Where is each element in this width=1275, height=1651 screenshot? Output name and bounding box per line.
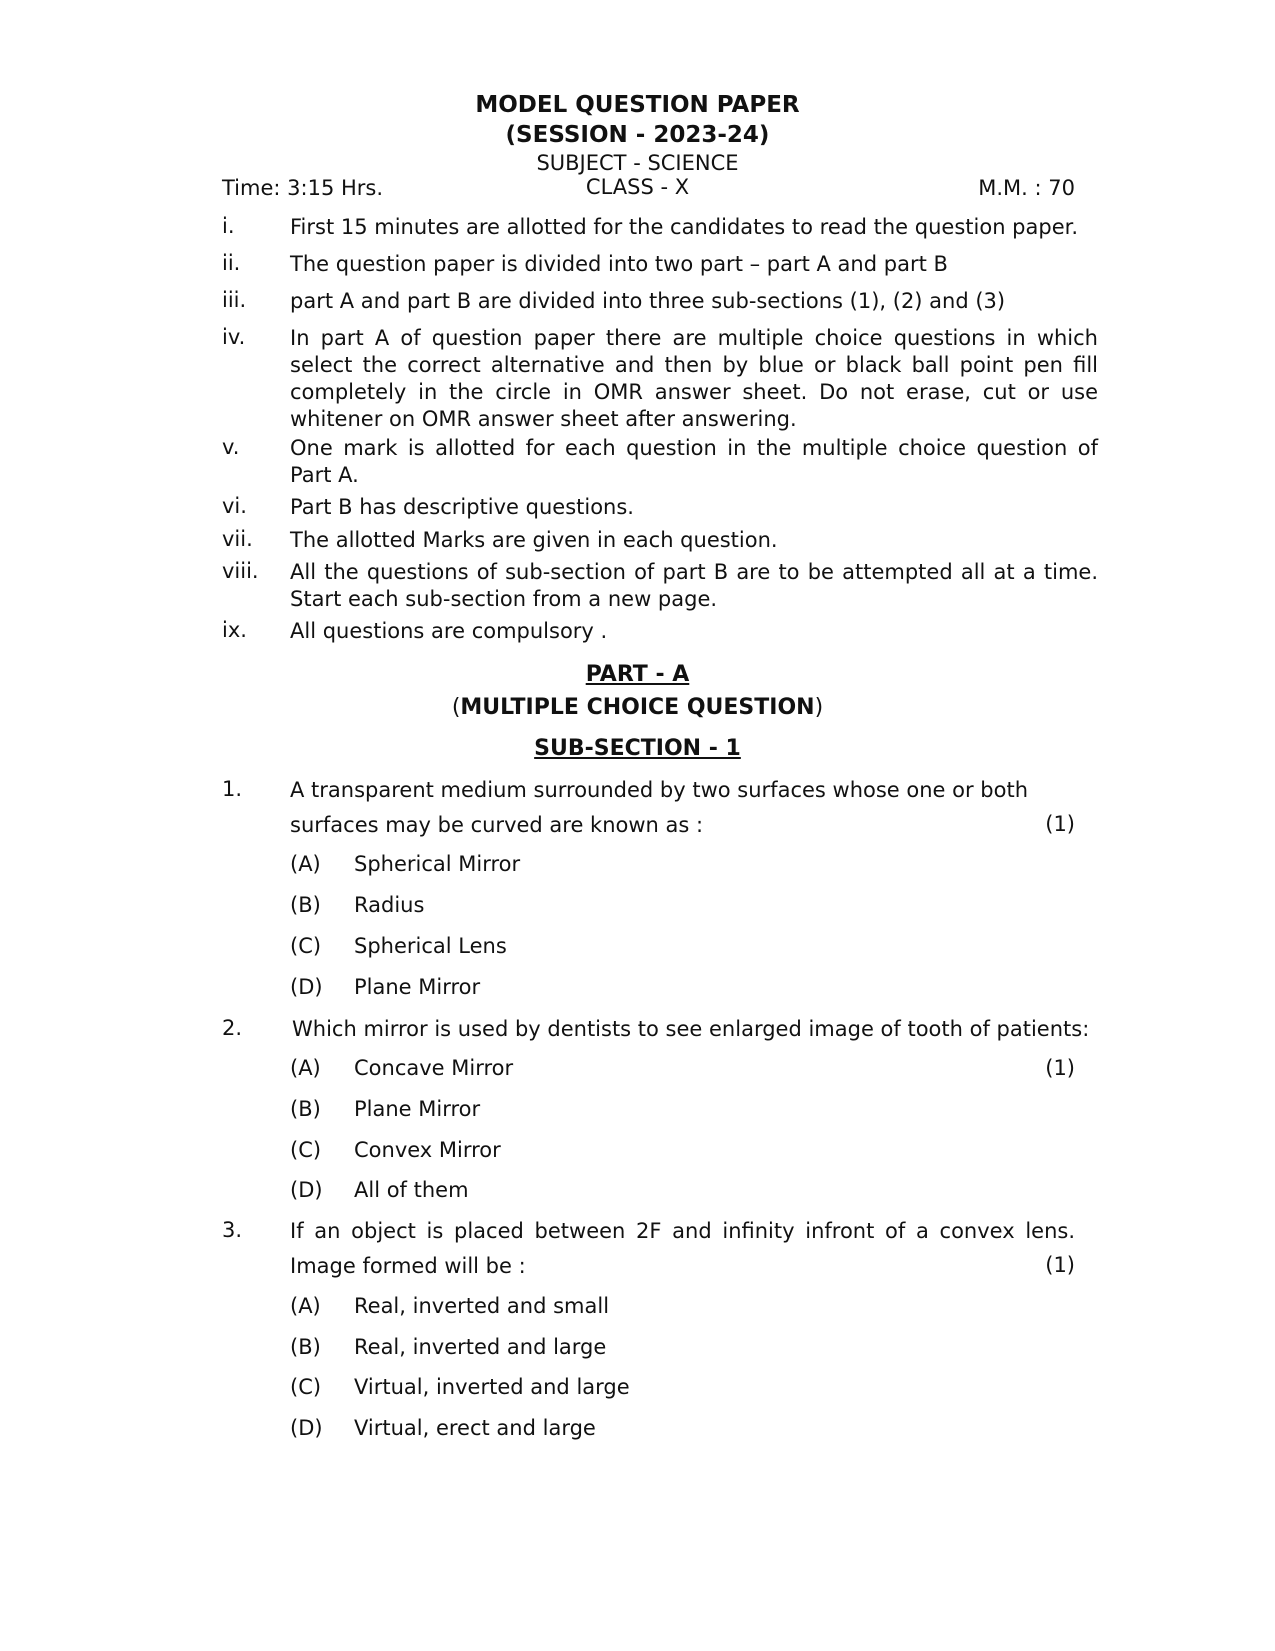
instruction-num: iii. — [222, 288, 247, 312]
instruction-num: vi. — [222, 494, 247, 518]
option-text: Concave Mirror — [354, 1056, 514, 1080]
option-label: (A) — [290, 852, 321, 876]
part-heading: PART - A — [585, 662, 690, 687]
option-label: (C) — [290, 1375, 322, 1399]
instruction-num: viii. — [222, 559, 259, 583]
instruction-num: vii. — [222, 527, 253, 551]
session-label: (SESSION - 2023-24) — [505, 122, 770, 148]
option-label: (C) — [290, 1138, 322, 1162]
option-text: Spherical Mirror — [354, 852, 521, 876]
question-text: A transparent medium surrounded by two surfaces whose one or both — [290, 778, 1029, 802]
instruction-text: In part A of question paper there are multiple choice questions in which select the correct alternative and then by blue or black ball point pen fill completely in the circle in OMR answer sheet. Do not erase, cut or use whitener on OMR answer sheet after answering. — [290, 326, 1098, 431]
option-text: Plane Mirror — [354, 1097, 481, 1121]
instruction-num: ix. — [222, 618, 247, 642]
question-number: 1. — [222, 777, 243, 801]
instruction-num: ii. — [222, 251, 241, 275]
option-text: Spherical Lens — [354, 934, 507, 958]
option-label: (C) — [290, 934, 322, 958]
option-label: (D) — [290, 975, 323, 999]
option-text: Radius — [354, 893, 425, 917]
instruction-text: One mark is allotted for each question in the multiple choice question of Part A. — [290, 436, 1098, 487]
option-label: (B) — [290, 1097, 321, 1121]
option-label: (B) — [290, 1335, 321, 1359]
option-label: (D) — [290, 1178, 323, 1202]
option-text: Real, inverted and large — [354, 1335, 607, 1359]
time-label: Time: 3:15 Hrs. — [222, 176, 384, 200]
option-label: (A) — [290, 1294, 321, 1318]
option-text: Real, inverted and small — [354, 1294, 610, 1318]
question-marks: (1) — [1045, 1253, 1075, 1277]
instruction-text: The allotted Marks are given in each question. — [290, 528, 778, 552]
question-marks: (1) — [1045, 1056, 1075, 1080]
option-label: (B) — [290, 893, 321, 917]
option-label: (D) — [290, 1416, 323, 1440]
option-text: Virtual, erect and large — [354, 1416, 596, 1440]
question-text: Image formed will be : — [290, 1254, 526, 1278]
instruction-num: i. — [222, 214, 235, 238]
option-text: Virtual, inverted and large — [354, 1375, 630, 1399]
question-number: 2. — [222, 1016, 243, 1040]
instruction-text: The question paper is divided into two part – part A and part B — [290, 252, 948, 276]
paper-title: MODEL QUESTION PAPER — [475, 92, 800, 118]
option-text: Convex Mirror — [354, 1138, 501, 1162]
option-text: Plane Mirror — [354, 975, 481, 999]
class-label: CLASS - X — [585, 175, 690, 199]
part-subheading: (MULTIPLE CHOICE QUESTION) — [451, 695, 824, 720]
question-text: If an object is placed between 2F and infinity infront of a convex lens. — [290, 1219, 1075, 1243]
instruction-text: All the questions of sub-section of part B are to be attempted all at a time. Start each sub-section from a new page. — [290, 560, 1098, 611]
instruction-text: Part B has descriptive questions. — [290, 495, 634, 519]
question-text: Which mirror is used by dentists to see enlarged image of tooth of patients: — [292, 1017, 1090, 1041]
question-marks: (1) — [1045, 812, 1075, 836]
instruction-text: part A and part B are divided into three sub-sections (1), (2) and (3) — [290, 289, 1006, 313]
option-label: (A) — [290, 1056, 321, 1080]
option-text: All of them — [354, 1178, 469, 1202]
subject-label: SUBJECT - SCIENCE — [536, 151, 739, 175]
instruction-num: iv. — [222, 325, 246, 349]
question-text: surfaces may be curved are known as : — [290, 813, 704, 837]
instruction-text: All questions are compulsory . — [290, 619, 608, 643]
instruction-num: v. — [222, 435, 240, 459]
question-number: 3. — [222, 1218, 243, 1242]
instruction-text: First 15 minutes are allotted for the candidates to read the question paper. — [290, 215, 1079, 239]
max-marks-label: M.M. : 70 — [978, 176, 1075, 200]
subsection-heading: SUB-SECTION - 1 — [534, 736, 741, 761]
